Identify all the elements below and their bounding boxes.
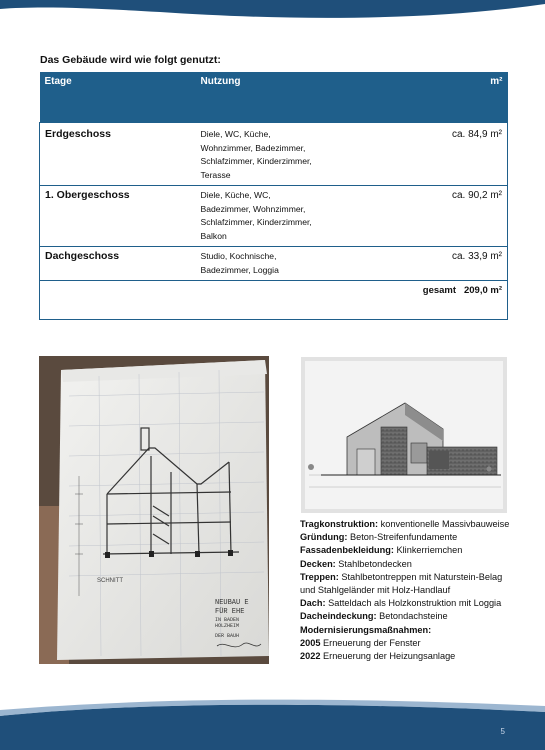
building-specs bbox=[300, 518, 545, 663]
area-cell: ca. 84,9 m² bbox=[396, 123, 508, 186]
usage-line: Diele, Küche, WC, bbox=[200, 190, 271, 200]
spec-line bbox=[300, 624, 545, 637]
usage-line: Diele, WC, Küche, bbox=[200, 129, 271, 139]
spec-label: Tragkonstruktion: bbox=[300, 519, 379, 529]
usage-line: Terasse bbox=[200, 169, 231, 180]
spec-value: Stahlbetondecken bbox=[335, 558, 412, 569]
usage-line: Schlafzimmer, Kinderzimmer, bbox=[200, 156, 312, 166]
drawing-title-line: FÜR EHE bbox=[215, 608, 245, 616]
bottom-wave-decoration bbox=[0, 690, 545, 750]
spec-label: Treppen: bbox=[300, 571, 339, 582]
table-row bbox=[40, 123, 508, 186]
spec-value: Stahlbetontreppen mit Naturstein-Belag bbox=[338, 571, 503, 582]
floor-cell: Erdgeschoss bbox=[40, 123, 196, 186]
spec-line bbox=[300, 531, 545, 544]
spec-value: Satteldach als Holzkonstruktion mit Loggia bbox=[325, 598, 502, 609]
usage-line: Wohnzimmer, Badezimmer, bbox=[200, 142, 306, 153]
spec-label: Dach: bbox=[300, 598, 326, 609]
header-area: m² bbox=[396, 72, 508, 123]
page-number: 5 bbox=[500, 727, 505, 736]
spec-line bbox=[300, 518, 545, 531]
spec-line bbox=[300, 610, 545, 623]
drawing-title-line: HOLZHEIM bbox=[215, 623, 240, 629]
table-header-row bbox=[40, 72, 508, 123]
area-cell: ca. 90,2 m² bbox=[396, 186, 508, 247]
usage-line: Badezimmer, Loggia bbox=[200, 264, 279, 275]
spec-value: Betondachsteine bbox=[376, 611, 448, 622]
spec-label: Fassadenbekleidung: bbox=[300, 545, 394, 556]
drawing-title-line: IN BADEN bbox=[215, 617, 240, 623]
section-drawing-illustration bbox=[39, 356, 269, 664]
spec-line bbox=[300, 571, 545, 584]
usage-line: Schlafzimmer, Kinderzimmer, bbox=[200, 217, 312, 227]
top-wave-decoration bbox=[0, 0, 545, 22]
table-row bbox=[40, 247, 508, 281]
spec-label: Decken: bbox=[300, 558, 336, 569]
section-drawing-photo bbox=[39, 356, 269, 664]
header-usage: Nutzung bbox=[196, 72, 396, 123]
spec-line bbox=[300, 584, 545, 597]
header-floor: Etage bbox=[40, 72, 196, 123]
spec-line bbox=[300, 558, 545, 571]
facade-drawing-illustration bbox=[301, 357, 507, 513]
spec-label: Gründung: bbox=[300, 532, 348, 543]
spec-value: Beton-Streifenfundamente bbox=[347, 532, 458, 543]
spec-label: 2022 bbox=[300, 651, 321, 662]
area-cell: ca. 33,9 m² bbox=[396, 247, 508, 281]
drawing-label-schnitt: SCHNITT bbox=[97, 578, 123, 584]
total-cell bbox=[40, 281, 508, 320]
drawing-title-line: NEUBAU E bbox=[215, 599, 249, 607]
spec-line bbox=[300, 597, 545, 610]
usage-line: Badezimmer, Wohnzimmer, bbox=[200, 203, 306, 214]
spec-value: Erneuerung der Fenster bbox=[320, 637, 421, 648]
total-value: gesamt 209,0 m² bbox=[422, 285, 502, 296]
spec-line bbox=[300, 637, 545, 650]
spec-value: und Stahlgeländer mit Holz-Handlauf bbox=[300, 585, 451, 596]
spec-label: Dacheindeckung: bbox=[300, 611, 377, 622]
section-heading: Das Gebäude wird wie folgt genutzt: bbox=[40, 54, 221, 66]
spec-value: Erneuerung der Heizungsanlage bbox=[320, 651, 456, 662]
usage-cell bbox=[196, 186, 396, 247]
usage-cell bbox=[196, 123, 396, 186]
spec-label: Modernisierungsmaßnahmen: bbox=[300, 624, 432, 635]
usage-cell bbox=[196, 247, 396, 281]
usage-line: Studio, Kochnische, bbox=[200, 251, 277, 261]
table-total-row bbox=[40, 281, 508, 320]
table-row bbox=[40, 186, 508, 247]
floor-cell: 1. Obergeschoss bbox=[40, 186, 196, 247]
spec-value: konventionelle Massivbauweise bbox=[378, 519, 510, 529]
spec-line bbox=[300, 544, 545, 557]
facade-drawing-photo bbox=[301, 357, 507, 513]
usage-line: Balkon bbox=[200, 230, 227, 241]
floor-cell: Dachgeschoss bbox=[40, 247, 196, 281]
spec-value: Klinkerriemchen bbox=[393, 545, 463, 556]
usage-table bbox=[39, 72, 508, 320]
spec-label: 2005 bbox=[300, 637, 321, 648]
drawing-title-line: DER BAUH bbox=[215, 633, 240, 639]
spec-line bbox=[300, 650, 545, 663]
